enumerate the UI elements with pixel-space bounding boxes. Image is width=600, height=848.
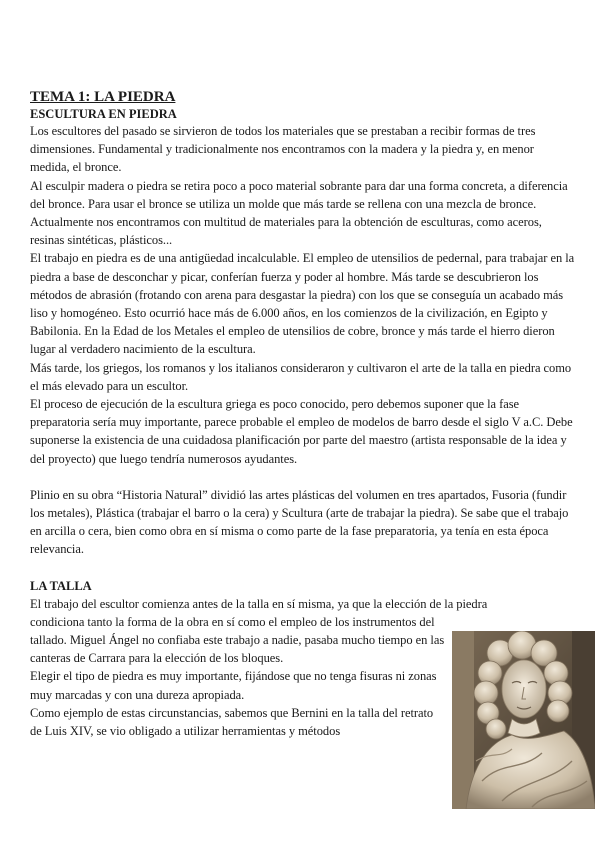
paragraph-talla-intro: El trabajo del escultor comienza antes de la talla en sí misma, ya que la elección de la piedra	[30, 596, 488, 611]
paragraph-proceso-griego: El proceso de ejecución de la escultura griega es poco conocido, pero debemos suponer que la fase preparatoria sería muy importante, parece probable el empleo de modelos de barro desde el siglo V a.C. Debe suponerse la existencia de una cuidadosa planificación por parte del maestro (artista responsable de la idea y del proyecto) que luego tendría numerosos ayudantes.	[30, 397, 573, 466]
paragraph-griegos: Más tarde, los griegos, los romanos y los italianos consideraron y cultivaron el arte de la talla en piedra como el más elevado para un escultor.	[30, 360, 572, 393]
paragraph-bronce: Al esculpir madera o piedra se retira poco a poco material sobrante para dar una forma concreta, a diferencia del bronce. Para usar el bronce se utiliza un molde que más tarde se rellena con una mezcla de bronce. Actualmente nos encontramos con multitud de materiales para la obtención de esculturas, como aceros, resinas sintéticas, plásticos...	[30, 178, 568, 248]
section-heading-la-talla: LA TALLA	[30, 578, 92, 593]
bernini-bust-louis-xiv-photo	[452, 631, 595, 809]
bust-illustration	[452, 631, 595, 809]
paragraph-antiguedad: El trabajo en piedra es de una antigüedad incalculable. El empleo de utensilios de pedernal, para trabajar en la piedra a base de desconchar y picar, conferían fuerza y poder al hombre. Más tarde se descubrieron los métodos de abrasión (frotando con arena para desgastar la piedra) con los que se conseguía un acabado más liso y homogéneo. Esto ocurrió hace más de 6.000 años, en los comienzos de la civilización, en Egipto y Babilonia. En la Edad de los Metales el empleo de utensilios de cobre, bronce y más tarde el hierro dieron lugar al verdadero nacimiento de la escultura.	[30, 251, 575, 357]
talla-wrapped-text	[30, 613, 446, 740]
paragraph-talla-eleccion: condiciona tanto la forma de la obra en sí como el empleo de los instrumentos del tallado. Miguel Ángel no confiaba este trabajo a nadie, pasaba mucho tiempo en las canteras de Carrara para la elección de los bloques.	[30, 614, 445, 666]
paragraph-talla-bernini: Como ejemplo de estas circunstancias, sabemos que Bernini en la talla del retrato de Luis XIV, se vio obligado a utilizar herramientas y métodos	[30, 705, 434, 739]
section-heading-escultura: ESCULTURA EN PIEDRA	[30, 107, 177, 121]
spacer	[30, 468, 576, 486]
paragraph-talla-tipo: Elegir el tipo de piedra es muy importante, fijándose que no tenga fisuras ni zonas muy marcadas y con una dureza apropiada.	[30, 669, 437, 702]
document-title: TEMA 1: LA PIEDRA	[30, 89, 176, 105]
paragraph-plinio: Plinio en su obra “Historia Natural” dividió las artes plásticas del volumen en tres apartados, Fusoria (fundir los metales), Plástica (trabajar el barro o la cera) y Scultura (arte de trabajar la piedra). Se sabe que el trabajo en arcilla o cera, bien como obra en sí misma o como parte de la fase preparatoria, ya tenía en esta época relevancia.	[30, 487, 569, 557]
paragraph-intro: Los escultores del pasado se sirvieron de todos los materiales que se prestaban a recibir formas de tres dimensiones. Fundamental y tradicionalmente nos encontramos con la madera y la piedra y, en menor medida, el bronce.	[30, 124, 536, 175]
spacer	[30, 559, 576, 577]
